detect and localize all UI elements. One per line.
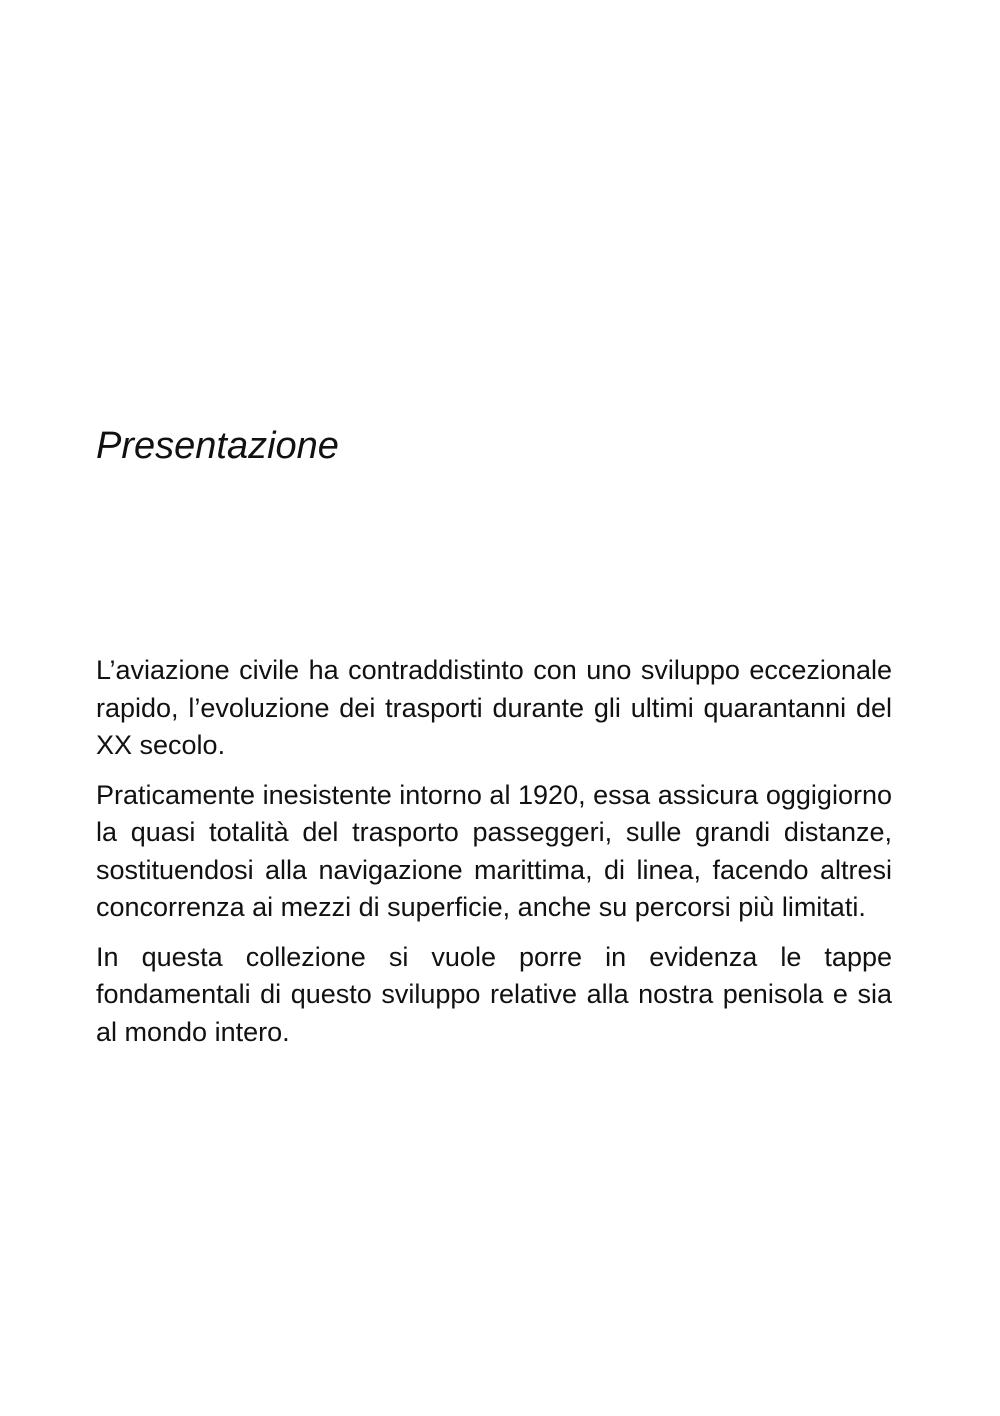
- page-title: Presentazione: [96, 425, 339, 467]
- paragraph-intro: L’aviazione civile ha contraddistinto con uno sviluppo eccezionale rapido, l’evoluzione dei trasporti durante gli ultimi quarantanni del XX secolo.: [96, 655, 892, 760]
- paragraph-collection: In questa collezione si vuole porre in evidenza le tappe fondamentali di questo sviluppo relative alla nostra penisola e sia al mondo intero.: [96, 941, 892, 1047]
- paragraph-history: Praticamente inesistente intorno al 1920, essa assicura oggigiorno la quasi totalità del trasporto passeggeri, sulle grandi distanze, sostituendosi alla navigazione marittima, di linea, facendo altresi concorrenza ai mezzi di superficie, anche su percorsi più limitati.: [96, 779, 892, 922]
- body-text: [96, 652, 892, 1063]
